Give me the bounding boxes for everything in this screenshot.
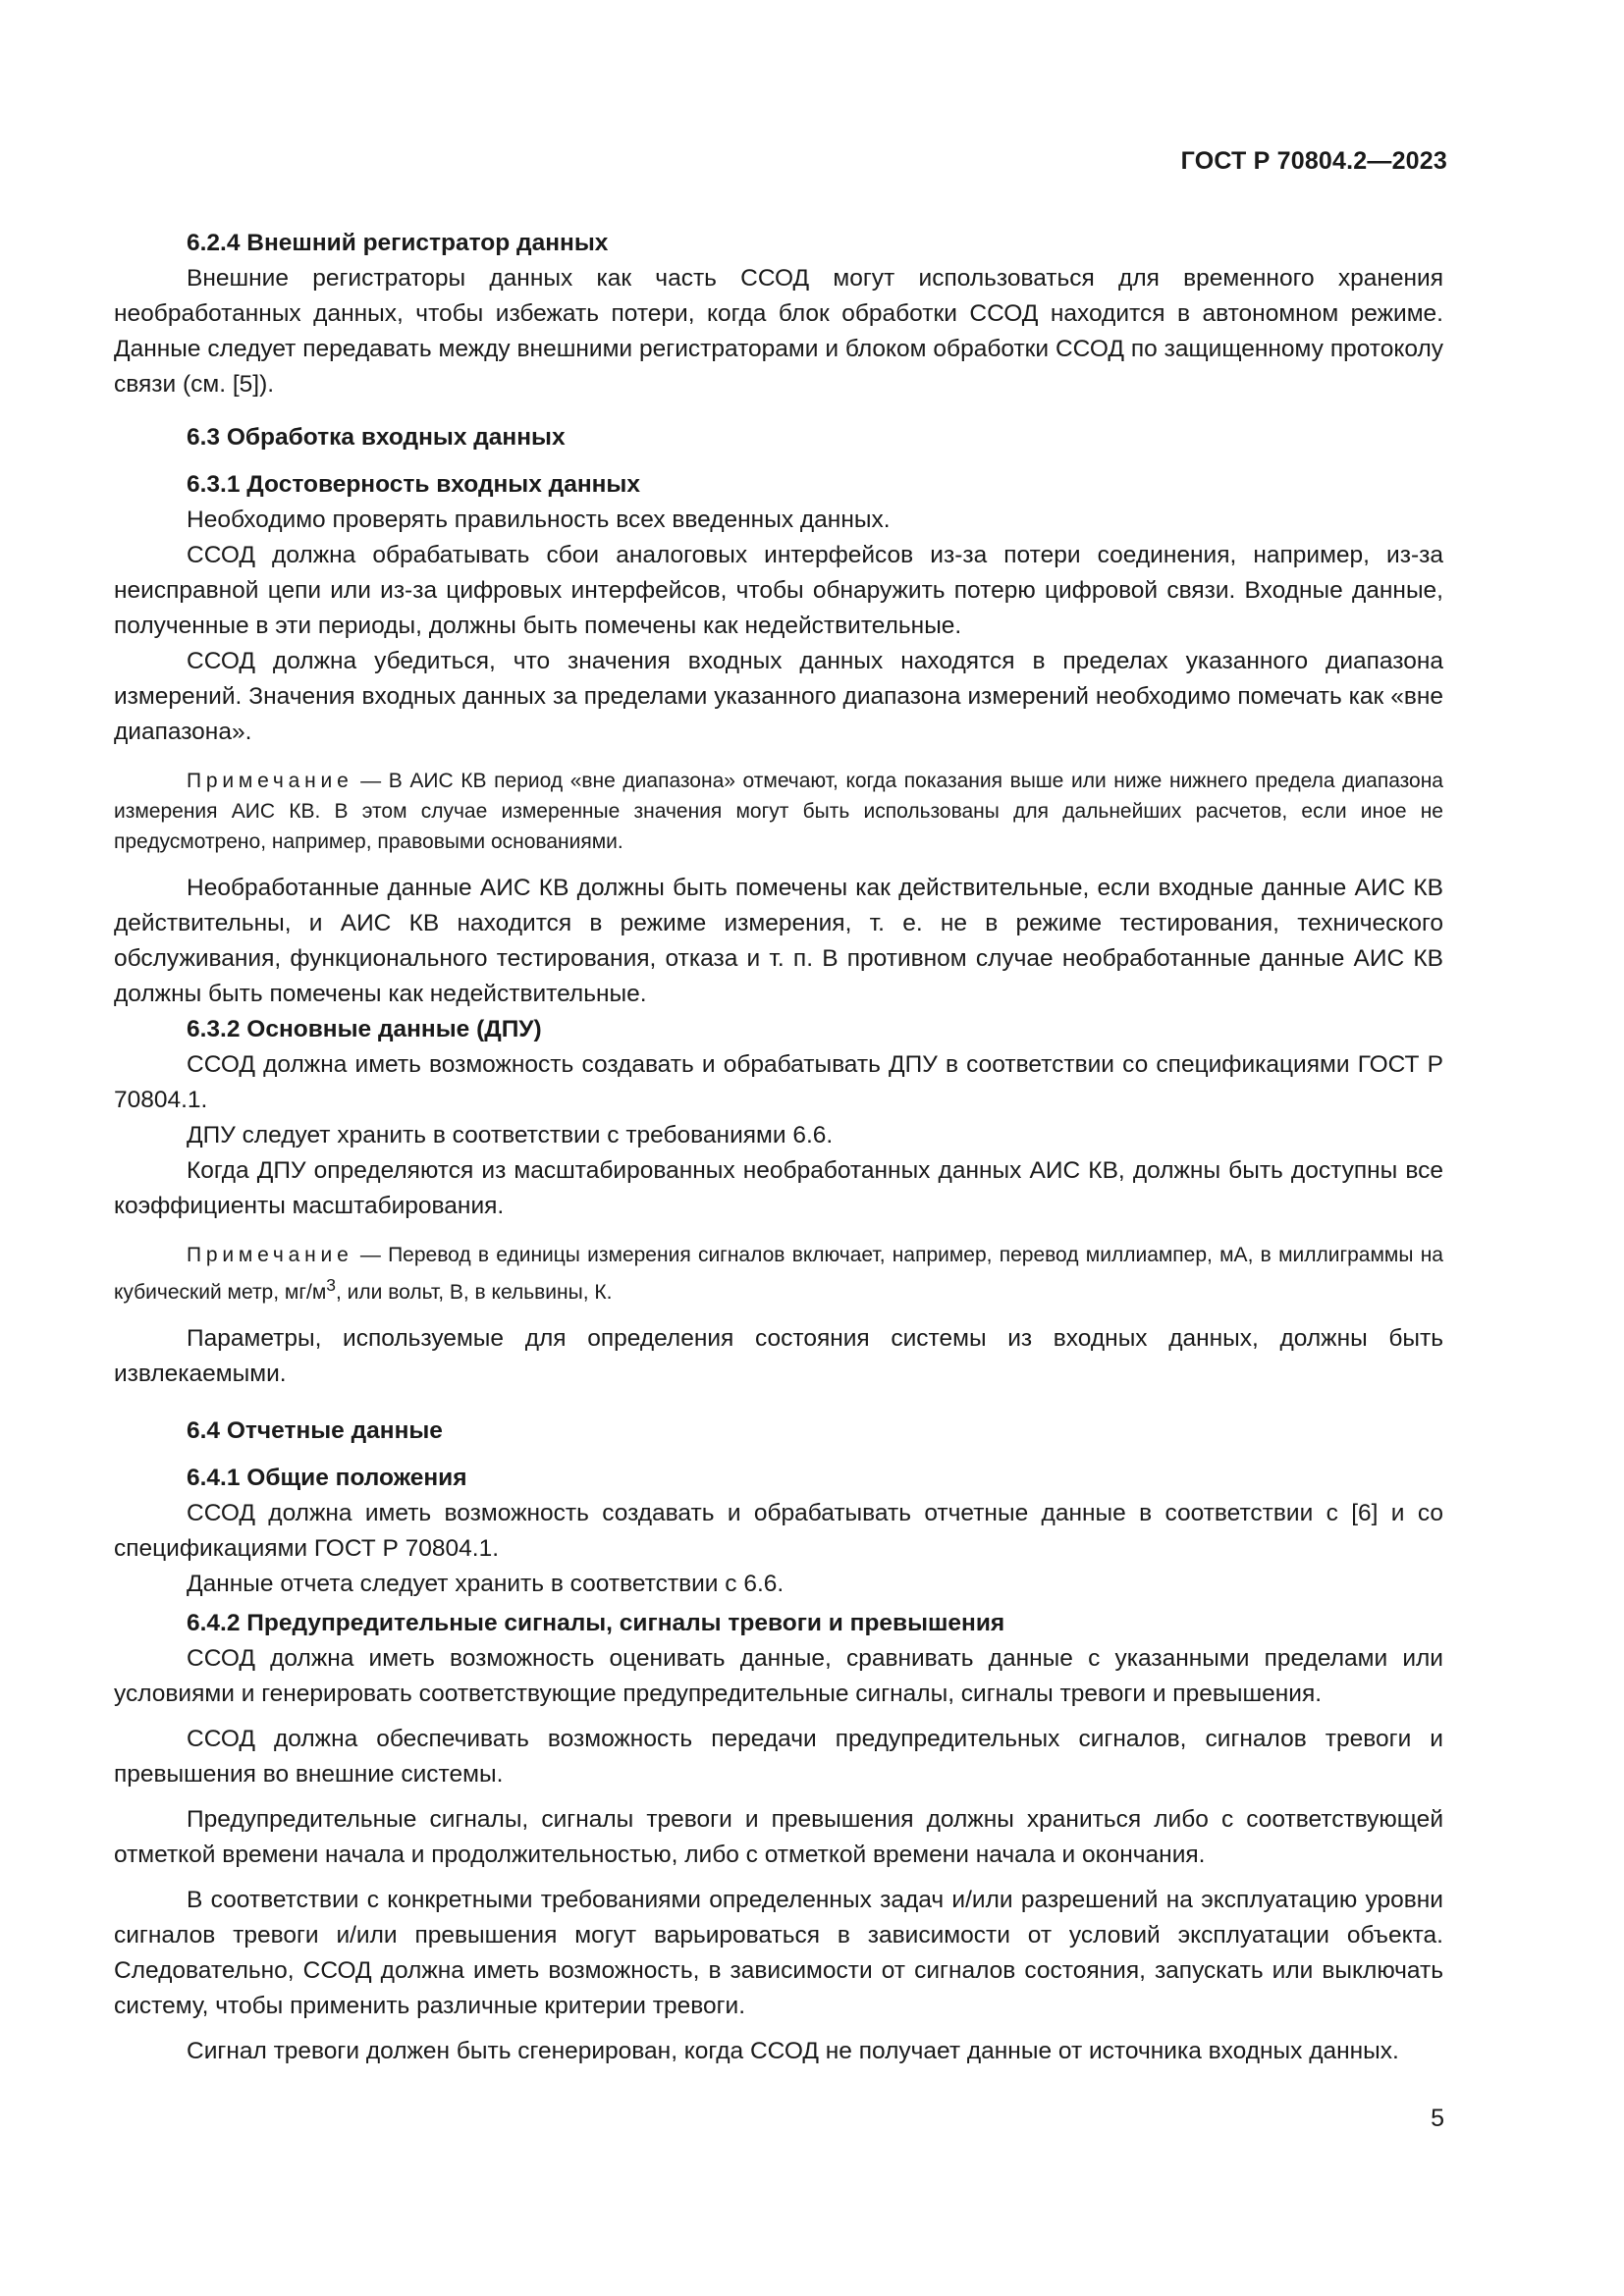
note-label: Примечание <box>187 1244 353 1266</box>
paragraph: Предупредительные сигналы, сигналы тревоги и превышения должны храниться либо с соответствующей отметкой времени начала и продолжительностью, либо с отметкой времени начала и окончания. <box>114 1806 1443 1868</box>
section-6-4-2-title: 6.4.2 Предупредительные сигналы, сигналы тревоги и превышения <box>187 1610 1005 1636</box>
section-6-3-2-title: 6.3.2 Основные данные (ДПУ) <box>187 1016 542 1042</box>
section-6-4-1-title: 6.4.1 Общие положения <box>187 1465 467 1491</box>
note-2 <box>114 1240 1443 1308</box>
page-number: 5 <box>1431 2105 1444 2132</box>
paragraph: Сигнал тревоги должен быть сгенерирован, когда ССОД не получает данные от источника входных данных. <box>187 2038 1399 2064</box>
paragraph: ССОД должна обрабатывать сбои аналоговых интерфейсов из-за потери соединения, например, из-за неисправной цепи или из-за цифровых интерфейсов, чтобы обнаружить потерю цифровой связи. Входные данные, полученные в эти периоды, должны быть помечены как недействительные. <box>114 542 1443 639</box>
note-1 <box>114 766 1443 857</box>
note-text: , или вольт, В, в кельвины, К. <box>336 1281 613 1304</box>
paragraph: ДПУ следует хранить в соответствии с требованиями 6.6. <box>187 1122 834 1148</box>
paragraph: Данные отчета следует хранить в соответствии с 6.6. <box>187 1571 785 1597</box>
note-label: Примечание <box>187 770 353 792</box>
superscript: 3 <box>326 1275 337 1295</box>
paragraph: Параметры, используемые для определения состояния системы из входных данных, должны быть извлекаемыми. <box>114 1325 1443 1387</box>
paragraph: Когда ДПУ определяются из масштабированных необработанных данных АИС КВ, должны быть доступны все коэффициенты масштабирования. <box>114 1157 1443 1219</box>
paragraph: ССОД должна убедиться, что значения входных данных находятся в пределах указанного диапазона измерений. Значения входных данных за пределами указанного диапазона измерений необходимо помечать как «вне диапазона». <box>114 648 1443 745</box>
paragraph: ССОД должна обеспечивать возможность передачи предупредительных сигналов, сигналов тревоги и превышения во внешние системы. <box>114 1726 1443 1788</box>
note-text: — В АИС КВ период «вне диапазона» отмечают, когда показания выше или ниже нижнего предела диапазона измерения АИС КВ. В этом случае измеренные значения могут быть использованы для дальнейших расчетов, если иное не предусмотрено, например, правовыми основаниями. <box>114 770 1443 853</box>
paragraph: ССОД должна иметь возможность оценивать данные, сравнивать данные с указанными пределами или условиями и генерировать соответствующие предупредительные сигналы, сигналы тревоги и превышения. <box>114 1645 1443 1707</box>
paragraph: Необработанные данные АИС КВ должны быть помечены как действительные, если входные данные АИС КВ действительны, и АИС КВ находится в режиме измерения, т. е. не в режиме тестирования, технического обслуживания, функционального тестирования, отказа и т. п. В противном случае необработанные данные АИС КВ должны быть помечены как недействительные. <box>114 875 1443 1007</box>
document-code: ГОСТ Р 70804.2—2023 <box>1180 147 1447 175</box>
paragraph: Внешние регистраторы данных как часть ССОД могут использоваться для временного хранения необработанных данных, чтобы избежать потери, когда блок обработки ССОД находится в автономном режиме. Данные следует передавать между внешними регистраторами и блоком обработки ССОД по защищенному протоколу связи (см. [5]). <box>114 265 1443 398</box>
section-6-4-title: 6.4 Отчетные данные <box>187 1417 443 1444</box>
paragraph: ССОД должна иметь возможность создавать и обрабатывать ДПУ в соответствии со спецификациями ГОСТ Р 70804.1. <box>114 1051 1443 1113</box>
section-6-2-4-title: 6.2.4 Внешний регистратор данных <box>187 230 609 256</box>
section-6-3-1-title: 6.3.1 Достоверность входных данных <box>187 471 640 498</box>
note-text: — Перевод в единицы измерения сигналов включает, например, перевод миллиампер, мА, в миллиграммы на кубический метр, мг/м <box>114 1244 1443 1304</box>
paragraph: Необходимо проверять правильность всех введенных данных. <box>187 507 891 533</box>
paragraph: ССОД должна иметь возможность создавать и обрабатывать отчетные данные в соответствии с [6] и со спецификациями ГОСТ Р 70804.1. <box>114 1500 1443 1562</box>
page-body <box>114 226 1443 2069</box>
section-6-3-title: 6.3 Обработка входных данных <box>187 424 566 451</box>
paragraph: В соответствии с конкретными требованиями определенных задач и/или разрешений на эксплуатацию уровни сигналов тревоги и/или превышения могут варьироваться в зависимости от условий эксплуатации объекта. Следовательно, ССОД должна иметь возможность, в зависимости от сигналов состояния, запускать или выключать систему, чтобы применить различные критерии тревоги. <box>114 1887 1443 2019</box>
